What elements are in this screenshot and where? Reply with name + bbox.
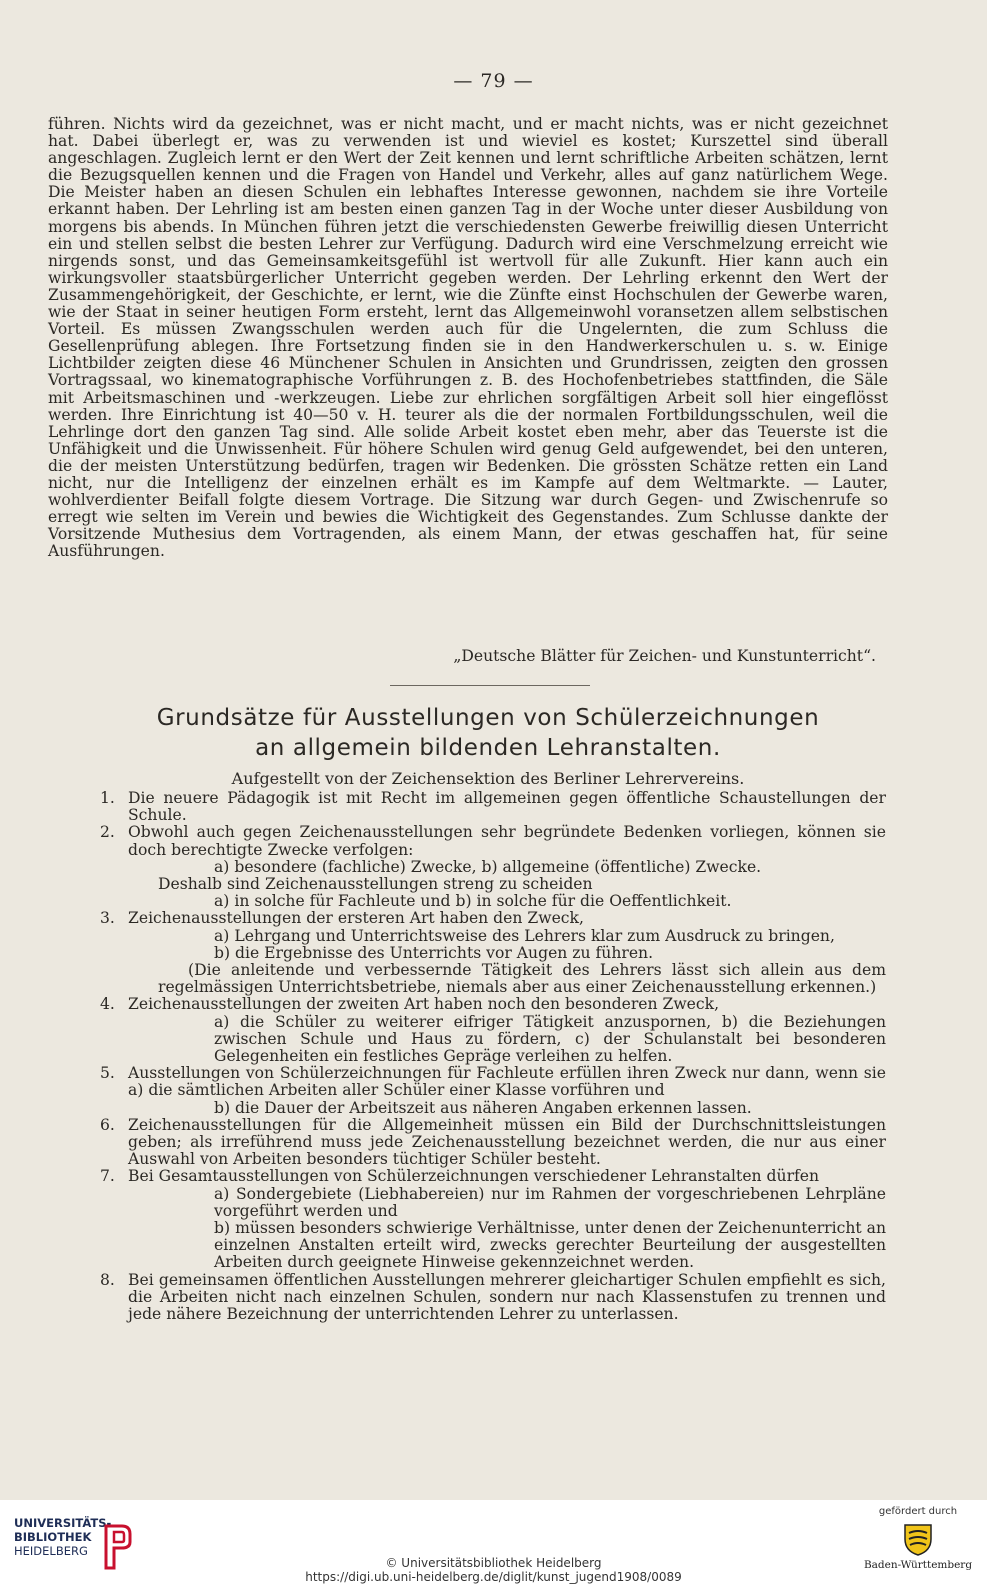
rule-number: 7. <box>100 1167 115 1186</box>
rule-item <box>100 996 886 1065</box>
heading-line-2: an allgemein bildenden Lehranstalten. <box>255 735 721 761</box>
rule-number: 6. <box>100 1115 115 1134</box>
rule-item <box>100 1065 886 1117</box>
rule-item <box>100 910 886 996</box>
rule-text: Zeichenausstellungen der ersteren Art haben den Zweck, <box>128 909 584 928</box>
sponsor-block[interactable] <box>863 1506 973 1571</box>
rule-number: 3. <box>100 909 115 928</box>
rule-subitem: b) die Ergebnisse des Unterrichts vor Augen zu führen. <box>214 943 654 962</box>
rule-number: 2. <box>100 823 115 842</box>
rule-number: 5. <box>100 1064 115 1083</box>
rule-subitem: a) die Schüler zu weiterer eifriger Tätigkeit anzuspornen, b) die Beziehungen zwischen Schule und Haus zu fördern, c) der Schulanstalt bei besonderen Gelegenheiten ein festliches Gepräge verleihen zu helfen. <box>214 1012 886 1066</box>
rule-number: 4. <box>100 995 115 1014</box>
rule-subitem: a) Sondergebiete (Liebhabereien) nur im Rahmen der vorgeschriebenen Lehrpläne vorgeführt werden und <box>214 1184 886 1220</box>
copyright-notice: © Universitätsbibliothek Heidelberg <box>385 1556 602 1570</box>
logo-line-1: UNIVERSITÄTS- <box>14 1516 112 1530</box>
rule-text: Die neuere Pädagogik ist mit Recht im allgemeinen gegen öffentliche Schaustellungen der Schule. <box>128 789 886 825</box>
logo-line-3: HEIDELBERG <box>14 1544 88 1558</box>
rule-subitem: a) Lehrgang und Unterrichtsweise des Lehrers klar zum Ausdruck zu bringen, <box>214 926 835 945</box>
rule-text: Obwohl auch gegen Zeichenausstellungen sehr begründete Bedenken vorliegen, können sie doch berechtigte Zwecke verfolgen: <box>128 823 886 859</box>
rule-text: Zeichenausstellungen für die Allgemeinheit müssen ein Bild der Durchschnittsleistungen geben; als irreführend muss jede Zeichenausstellung bezeichnet werden, die nur aus einer Auswahl von Arbeiten besonders tüchtiger Schüler besteht. <box>128 1115 886 1169</box>
rule-item <box>100 1117 886 1169</box>
rule-text: Ausstellungen von Schülerzeichnungen für Fachleute erfüllen ihren Zweck nur dann, wenn sie a) die sämtlichen Arbeiten aller Schüler einer Klasse vorführen und <box>128 1064 886 1100</box>
logo-line-2: BIBLIOTHEK <box>14 1530 92 1544</box>
rule-subitem: b) die Dauer der Arbeitszeit aus näheren Angaben erkennen lassen. <box>214 1098 752 1117</box>
permalink-url[interactable]: https://digi.ub.uni-heidelberg.de/diglit/kunst_jugend1908/0089 <box>305 1570 682 1584</box>
state-coat-of-arms-icon <box>901 1521 935 1557</box>
rule-number: 1. <box>100 789 115 807</box>
rule-subitem: a) besondere (fachliche) Zwecke, b) allgemeine (öffentliche) Zwecke. <box>214 857 762 876</box>
section-heading <box>48 703 928 763</box>
sponsor-name: Baden-Württemberg <box>863 1559 973 1571</box>
rules-list <box>100 790 886 1323</box>
section-subheading: Aufgestellt von der Zeichensektion des Berliner Lehrervereins. <box>231 769 745 788</box>
page-number: — 79 — <box>453 70 534 92</box>
rule-note: (Die anleitende und verbessernde Tätigkeit des Lehrers lässt sich allein aus dem regelmässigen Unterrichtsbetriebe, niemals aber aus einer Zeichenausstellung erkennen.) <box>158 961 886 997</box>
rule-number: 8. <box>100 1270 115 1289</box>
rule-item <box>100 1168 886 1271</box>
rule-subitem: a) in solche für Fachleute und b) in solche für die Oeffentlichkeit. <box>214 892 732 911</box>
rule-subitem: b) müssen besonders schwierige Verhältnisse, unter denen der Zeichenunterricht an einzelnen Anstalten erteilt wird, zwecks gerechter Beurteilung der ausgestellten Arbeiten durch geeignete Hinweise gekennzeichnet werden. <box>214 1219 886 1272</box>
article-body <box>48 116 888 560</box>
rule-text: Bei gemeinsamen öffentlichen Ausstellungen mehrerer gleichartiger Schulen empfiehlt es sich, die Arbeiten nicht nach einzelnen Schulen, sondern nur nach Klassenstufen zu trennen und jede nähere Bezeichnung der unterrichtenden Lehrer zu unterlassen. <box>128 1270 886 1324</box>
heading-line-1: Grundsätze für Ausstellungen von Schülerzeichnungen <box>156 705 820 731</box>
rule-text: Zeichenausstellungen der zweiten Art haben noch den besonderen Zweck, <box>128 995 720 1014</box>
rule-item <box>100 1272 886 1324</box>
section-divider <box>390 685 590 686</box>
source-citation: „Deutsche Blätter für Zeichen- und Kunstunterricht“. <box>453 647 876 665</box>
body-paragraph: führen. Nichts wird da gezeichnet, was er nicht macht, und er macht nichts, was er nicht gezeichnet hat. Dabei überlegt er, was zu verwenden ist und wieviel es kostet; Kurszettel sind überall angeschlagen. Zugleich lernt er den Wert der Zeit kennen und lernt schriftliche Arbeiten schätzen, lernt die Bezugsquellen kennen und die Fragen von Handel und Verkehr, alles auf ganz natürlichem Wege. Die Meister haben an diesen Schulen ein lebhaftes Interesse gewonnen, nachdem sie ihre Vorteile erkannt haben. Der Lehrling ist am besten einen ganzen Tag in der Woche unter dieser Ausbildung von morgens bis abends. In München führen jetzt die verschiedensten Gewerbe freiwillig diesen Unterricht ein und stellen selbst die besten Lehrer zur Verfügung. Dadurch wird eine Verschmelzung erreicht wie nirgends sonst, und das Gemeinsamkeitsgefühl ist wertvoll für alle Zukunft. Hier kann auch ein wirkungsvoller staatsbürgerlicher Unterricht gegeben werden. Der Lehrling erkennt den Wert der Zusammengehörigkeit, der Geschichte, er lernt, wie die Zünfte einst Hochschulen der Gewerbe waren, wie der Staat in seiner heutigen Form ersteht, lernt das Allgemeinwohl voransetzen allem selbstischen Vorteil. Es müssen Zwangsschulen werden auch für die Ungelernten, die zum Schluss die Gesellenprüfung ablegen. Ihre Fortsetzung finden sie in den Handwerkerschulen u. s. w. Einige Lichtbilder zeigten diese 46 Münchener Schulen in Ansichten und Grundrissen, zeigten den grossen Vortragssaal, wo kinematographische Vorführungen z. B. des Hochofenbetriebes stattfinden, die Säle mit Arbeitsmaschinen und -werkzeugen. Liebe zur ehrlichen sorgfältigen Arbeit soll hier eingeflösst werden. Ihre Einrichtung ist 40—50 v. H. teurer als die der normalen Fortbildungsschulen, weil die Lehrlinge dort den ganzen Tag sind. Alle solide Arbeit kostet eben mehr, aber das Teuerste ist die Unfähigkeit und die Unwissenheit. Für höhere Schulen wird genug Geld aufgewendet, bei den unteren, die der meisten Unterstützung bedürfen, tragen wir Bedenken. Die grössten Schätze retten ein Land nicht, nur die Intelligenz der einzelnen erhält es im Kampfe auf dem Weltmarkte. — Lauter, wohlverdienter Beifall folgte diesem Vortrage. Die Sitzung war durch Gegen- und Zwischenrufe so erregt wie selten im Verein und bewies die Wichtigkeit des Gegenstandes. Zum Schlusse dankte der Vorsitzende Muthesius dem Vortragenden, als einem Mann, der etwas geschaffen hat, für seine Ausführungen. <box>48 115 888 561</box>
rule-item <box>100 790 886 824</box>
rule-text: Bei Gesamtausstellungen von Schülerzeichnungen verschiedener Lehranstalten dürfen <box>128 1167 820 1186</box>
viewer-footer <box>0 1500 987 1586</box>
rule-item <box>100 824 886 910</box>
sponsor-label: gefördert durch <box>878 1506 958 1517</box>
rule-note: Deshalb sind Zeichenausstellungen streng zu scheiden <box>158 875 593 894</box>
